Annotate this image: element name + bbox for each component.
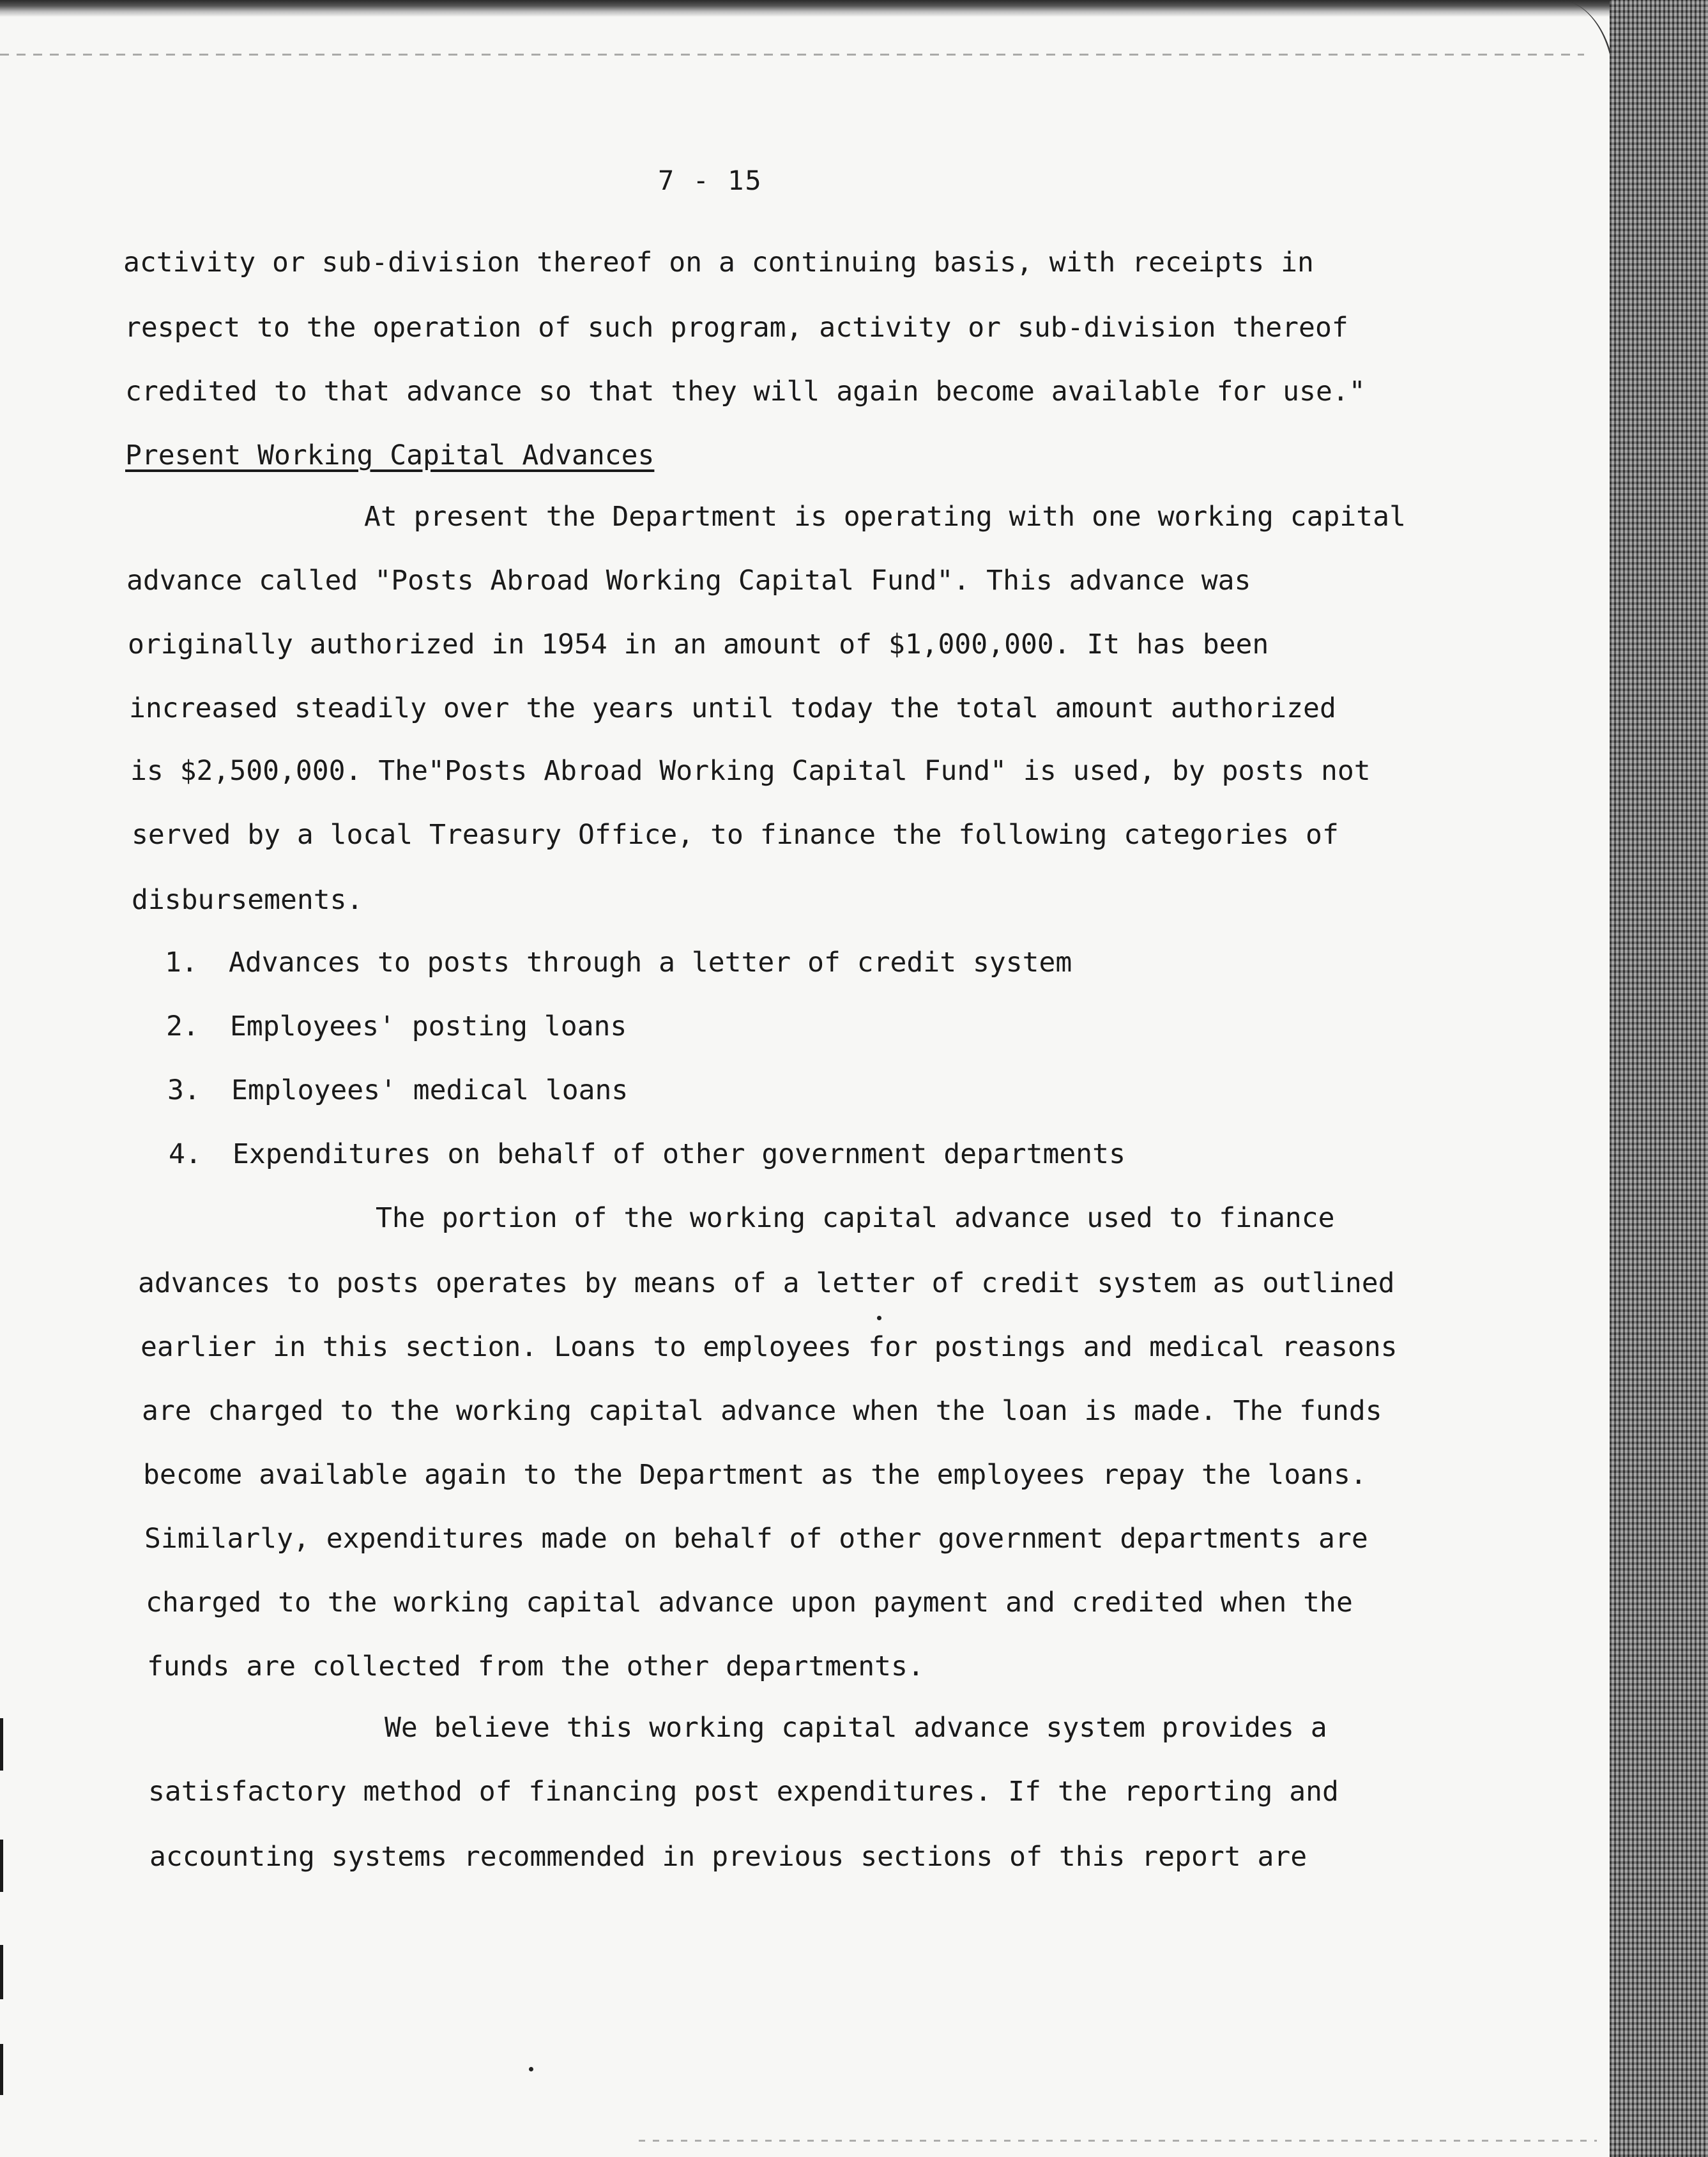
text-line: charged to the working capital advance upon payment and credited when the [146, 1587, 1353, 1619]
list-number: 4. [169, 1138, 202, 1170]
text-line: credited to that advance so that they will again become available for use." [125, 376, 1366, 408]
binding-mark [0, 1945, 3, 1999]
binding-mark [0, 1718, 3, 1771]
list-number: 2. [166, 1010, 199, 1042]
page-number: 7 - 15 [658, 165, 763, 196]
text-line: disbursements. [132, 884, 363, 916]
list-item [166, 1010, 627, 1042]
text-line: become available again to the Department as the employees repay the loans. [143, 1459, 1367, 1491]
list-number: 1. [165, 947, 198, 979]
text-line: advances to posts operates by means of a letter of credit system as outlined [138, 1267, 1395, 1299]
text-line: activity or sub-division thereof on a continuing basis, with receipts in [123, 247, 1314, 278]
text-line: advance called "Posts Abroad Working Capital Fund". This advance was [126, 565, 1251, 597]
text-line: are charged to the working capital advance when the loan is made. The funds [142, 1395, 1382, 1427]
scan-bottom-rule [639, 2140, 1597, 2142]
list-item [167, 1074, 629, 1106]
text-line: originally authorized in 1954 in an amount of $1,000,000. It has been [128, 629, 1269, 660]
text-line: Similarly, expenditures made on behalf of other government departments are [144, 1523, 1368, 1555]
text-line: We believe this working capital advance system provides a [385, 1712, 1327, 1744]
text-line: served by a local Treasury Office, to finance the following categories of [132, 819, 1339, 851]
scan-top-rule [0, 54, 1584, 56]
text-line: funds are collected from the other departments. [147, 1650, 924, 1682]
text-line: The portion of the working capital advance used to finance [376, 1202, 1335, 1234]
text-line: respect to the operation of such program, activity or sub-division thereof [125, 312, 1348, 344]
list-item [169, 1138, 1125, 1170]
list-item [165, 949, 1072, 977]
scan-top-edge [0, 0, 1708, 17]
section-heading: Present Working Capital Advances [125, 439, 655, 471]
text-line: increased steadily over the years until today the total amount authorized [129, 692, 1336, 724]
binding-mark [0, 1840, 3, 1892]
speck [529, 2067, 533, 2071]
scan-right-shadow [1610, 0, 1708, 2157]
list-text: Employees' medical loans [231, 1074, 629, 1106]
text-line: satisfactory method of financing post expenditures. If the reporting and [148, 1776, 1339, 1808]
text-line: At present the Department is operating with one working capital [364, 501, 1406, 533]
text-line: earlier in this section. Loans to employees for postings and medical reasons [141, 1331, 1398, 1363]
list-text: Advances to posts through a letter of credit system [229, 947, 1072, 979]
binding-mark [0, 2044, 3, 2095]
text-line: is $2,500,000. The"Posts Abroad Working Capital Fund" is used, by posts not [130, 755, 1371, 787]
page-curl-edge [1559, 0, 1616, 2157]
list-text: Employees' posting loans [230, 1010, 627, 1042]
text-line: accounting systems recommended in previous sections of this report are [149, 1841, 1308, 1873]
list-text: Expenditures on behalf of other government departments [233, 1138, 1125, 1170]
list-number: 3. [167, 1074, 201, 1106]
speck [877, 1316, 881, 1320]
